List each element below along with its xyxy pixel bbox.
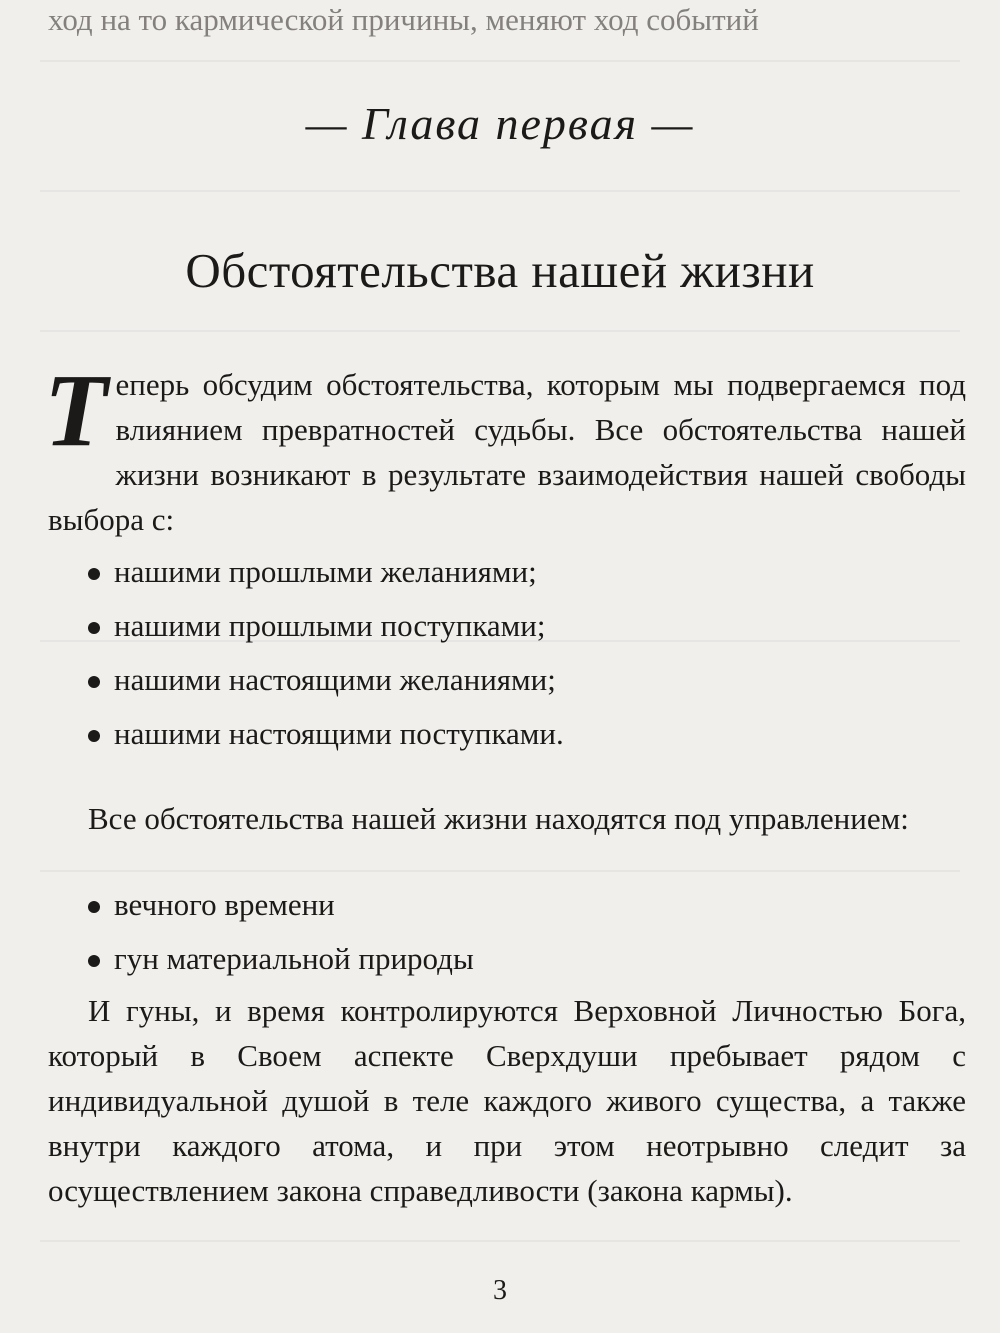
list-item: гун материальной природы (88, 932, 968, 986)
bleed-line (40, 190, 960, 192)
list-item: нашими прошлыми поступками; (88, 599, 968, 653)
list-item: нашими прошлыми желаниями; (88, 545, 968, 599)
paragraph-intro-text: еперь обсудим обстоятельства, которым мы подвергаемся под влиянием превратностей судьбы. Все обстоятельства нашей жизни возникают в результате взаимодействия нашей свободы выбора с: (48, 367, 966, 537)
bleed-line (40, 60, 960, 62)
list-influences (88, 545, 968, 761)
bleed-line (40, 1240, 960, 1242)
list-controllers (88, 878, 968, 986)
paragraph-control: Все обстоятельства нашей жизни находятся под управлением: (88, 801, 909, 836)
chapter-title: Обстоятельства нашей жизни (185, 243, 815, 298)
list-item: вечного времени (88, 878, 968, 932)
chapter-label: — Глава первая — (305, 98, 695, 149)
bleed-line (40, 870, 960, 872)
previous-page-fragment: ход на то кармической причины, меняют ход событий (48, 2, 759, 37)
list-item: нашими настоящими поступками. (88, 707, 968, 761)
page-number: 3 (493, 1275, 507, 1306)
paragraph-supreme: И гуны, и время контролируются Верховной Личностью Бога, который в Своем аспекте Сверхдуши пребывает рядом с индивидуальной душой в теле каждого живого существа, а также внутри каждого атома, и при этом неотрывно следит за осуществлением закона справедливости (закона кармы). (48, 993, 966, 1208)
paragraph-intro (44, 353, 966, 542)
list-item: нашими настоящими желаниями; (88, 653, 968, 707)
bleed-line (40, 330, 960, 332)
drop-cap: Т (44, 353, 108, 468)
